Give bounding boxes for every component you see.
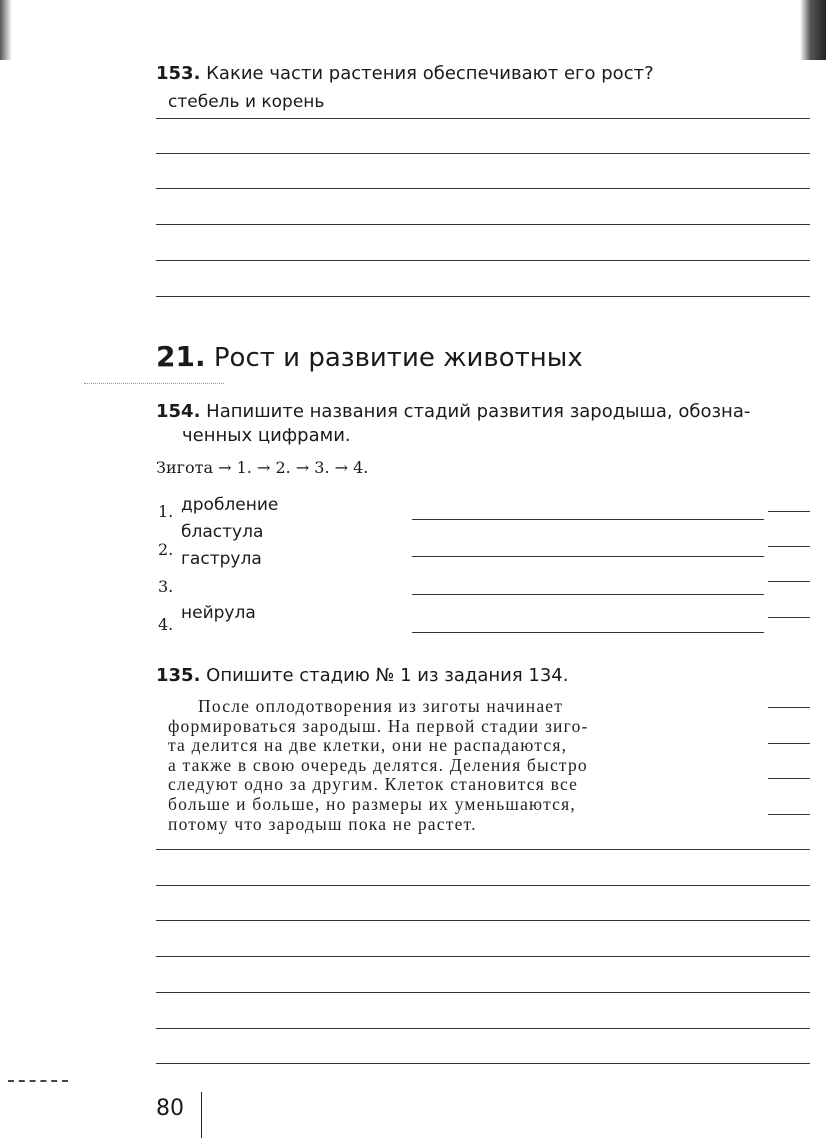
answer-line (412, 594, 764, 595)
answer-line (768, 707, 810, 708)
page-number: 80 (156, 1096, 184, 1121)
scan-artifact (8, 1080, 68, 1082)
question-153-number: 153. (156, 63, 201, 84)
page-number-box (150, 1092, 202, 1138)
scan-shadow-corner (800, 0, 826, 60)
answer-154-4: нейрула (181, 603, 256, 623)
question-154-text-line1: Напишите названия стадий развития зародыша, обозна- (206, 401, 751, 422)
answer-153: стебель и корень (168, 92, 325, 112)
answer-line (156, 296, 810, 297)
answer-line (156, 188, 810, 189)
answer-line (412, 632, 764, 633)
answer-line (156, 920, 810, 921)
answer-line (768, 617, 810, 618)
section-title: Рост и развитие животных (213, 343, 583, 373)
scan-line (84, 383, 224, 384)
answer-line (768, 814, 810, 815)
list-number-4: 4. (158, 615, 174, 634)
question-153 (156, 62, 654, 86)
answer-135-line: следуют одно за другим. Клеток становится все (168, 774, 579, 795)
question-154 (156, 400, 810, 424)
answer-line (156, 118, 810, 119)
section-heading (156, 340, 583, 373)
answer-line (412, 556, 764, 557)
answer-154-1: дробление (181, 495, 279, 515)
question-154-text-line2: ченных цифрами. (182, 425, 351, 446)
section-number: 21. (156, 340, 206, 373)
answer-line (768, 511, 810, 512)
question-135-number: 135. (156, 665, 201, 686)
answer-line (768, 778, 810, 779)
answer-154-3: гаструла (181, 549, 262, 569)
answer-line (156, 153, 810, 154)
answer-line (156, 992, 810, 993)
answer-line (156, 1063, 810, 1064)
answer-line (156, 849, 810, 850)
answer-line (156, 1028, 810, 1029)
list-number-3: 3. (158, 577, 174, 596)
answer-135-line: формироваться зародыш. На первой стадии зиго- (168, 715, 589, 736)
answer-line (156, 260, 810, 261)
stage-sequence: Зигота → 1. → 2. → 3. → 4. (156, 458, 369, 477)
answer-line (768, 581, 810, 582)
answer-154-2: бластула (181, 522, 264, 542)
answer-line (156, 224, 810, 225)
answer-135-line: а также в свою очередь делятся. Деления быстро (168, 754, 588, 775)
answer-135-line: больше и больше, но размеры их уменьшаются, (168, 793, 576, 814)
question-154-number: 154. (156, 401, 201, 422)
answer-line (156, 956, 810, 957)
question-153-text: Какие части растения обеспечивают его рост? (206, 63, 654, 84)
answer-line (768, 546, 810, 547)
list-number-1: 1. (158, 502, 174, 521)
question-135-text: Опишите стадию № 1 из задания 134. (206, 665, 569, 686)
answer-135-line: потому что зародыш пока не растет. (168, 813, 477, 834)
question-135 (156, 664, 568, 688)
list-number-2: 2. (158, 540, 174, 559)
answer-135 (168, 697, 589, 834)
answer-line (412, 519, 764, 520)
scan-shadow-left (0, 0, 12, 60)
answer-135-line: После оплодотворения из зиготы начинает (198, 696, 564, 716)
answer-line (768, 743, 810, 744)
answer-line (156, 885, 810, 886)
answer-135-line: та делится на две клетки, они не распадаются, (168, 735, 568, 756)
